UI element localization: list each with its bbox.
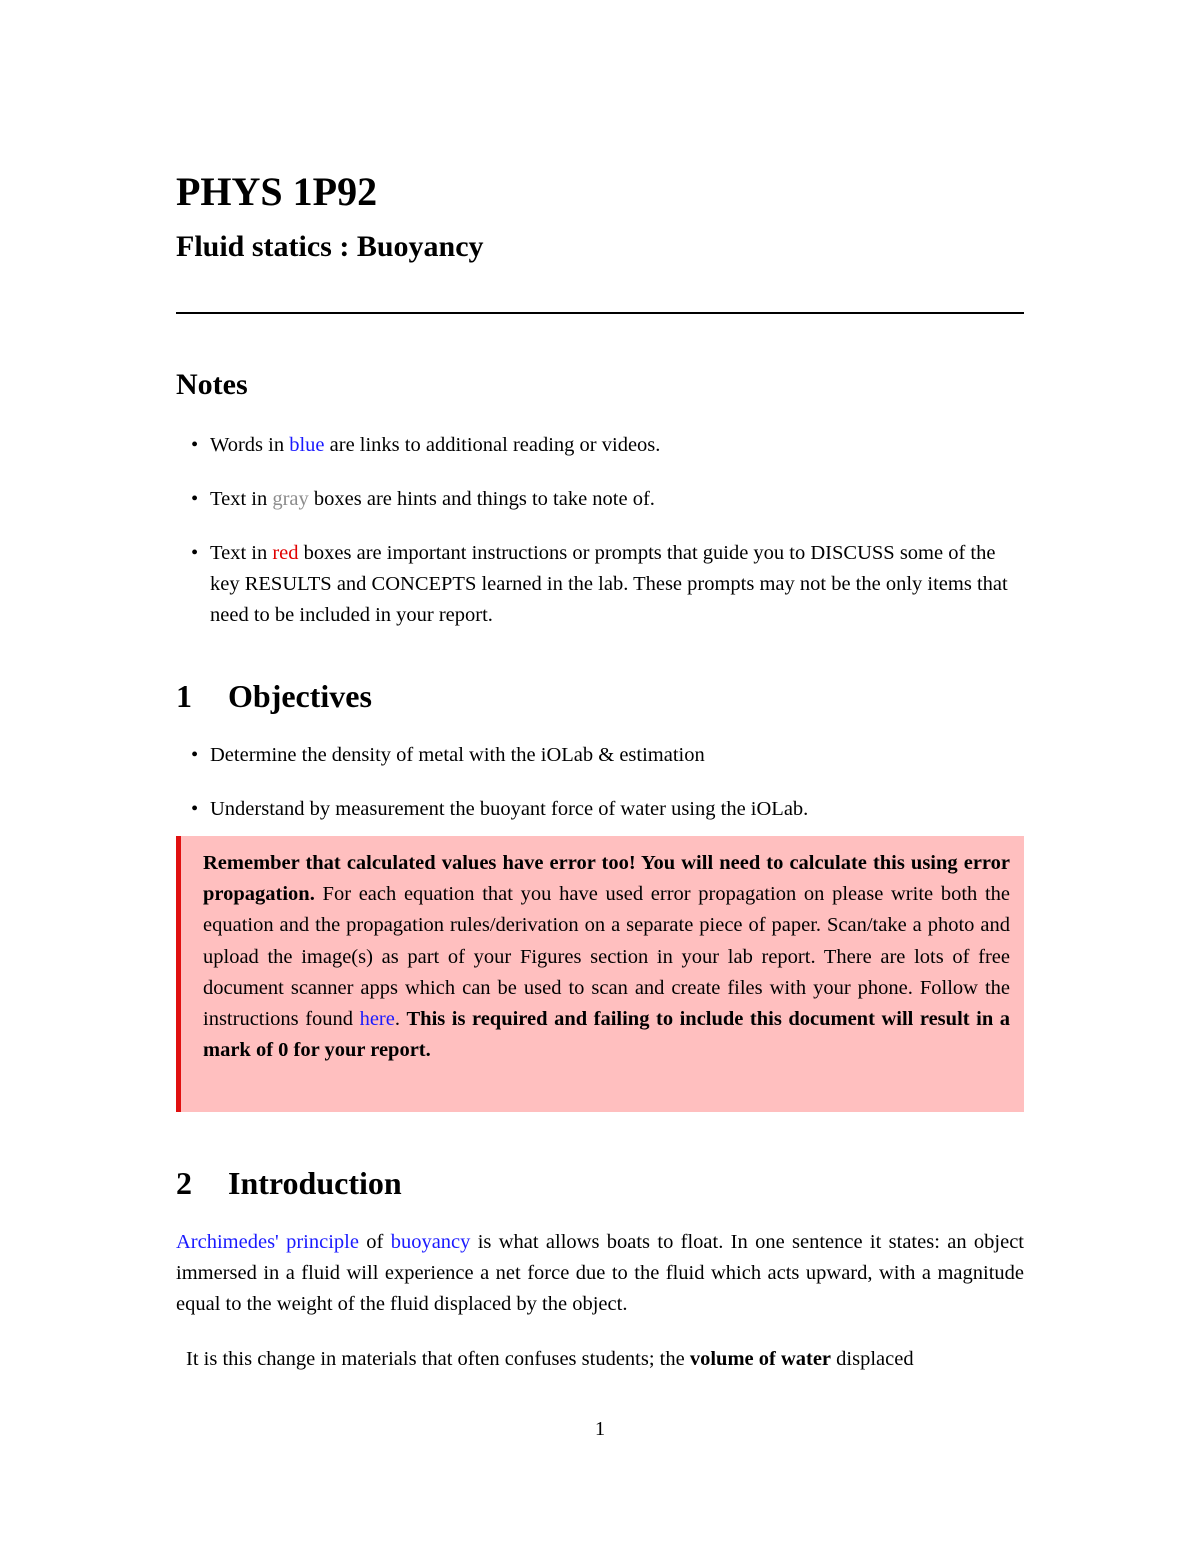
reminder-text: Remember that calculated values have error too! You will need to calculate this using error propagation. For each equation that you have used error propagation on please write both the equation and the propagation rules/derivation on a separate piece of paper. Scan/take a photo and upload the image(s) as part of your Figures section in your lab report. There are lots of free document scanner apps which can be used to scan and create files with your phone. Follow the instructions found here. This is required and failing to include this document will result in a mark of 0 for your report.	[203, 852, 1010, 1062]
intro-paragraph-2: It is this change in materials that often confuses students; the volume of water displaced	[186, 1348, 914, 1370]
buoyancy-link[interactable]: buoyancy	[390, 1231, 471, 1253]
notes-heading: Notes	[176, 368, 248, 401]
gray-word: gray	[272, 488, 309, 510]
course-title: PHYS 1P92	[176, 169, 378, 214]
archimedes-principle-link[interactable]: Archimedes' principle	[176, 1231, 359, 1253]
intro-paragraph: Archimedes' principle of buoyancy is what allows boats to float. In one sentence it states: an object immersed in a fluid will experience a net force due to the fluid which acts upward, with a magnitude equal to the weight of the fluid displaced by the object.	[176, 1231, 1024, 1315]
section-number: 2	[176, 1165, 192, 1201]
list-item: • Understand by measurement the buoyant force of water using the iOLab.	[210, 794, 1024, 825]
list-item: • Text in gray boxes are hints and things to take note of.	[210, 484, 1024, 515]
section-heading-objectives	[176, 676, 372, 716]
page-number: 1	[594, 1418, 606, 1440]
list-item: • Text in red boxes are important instructions or prompts that guide you to DISCUSS some of the key RESULTS and CONCEPTS learned in the lab. These prompts may not be the only items that need to be included in your report.	[210, 538, 1024, 631]
section-title: Introduction	[228, 1165, 402, 1201]
section-number: 1	[176, 678, 192, 714]
notes-list	[210, 430, 1024, 654]
lab-subtitle: Fluid statics : Buoyancy	[176, 230, 484, 263]
section-title: Objectives	[228, 678, 372, 714]
red-word: red	[272, 542, 299, 564]
section-heading-introduction	[176, 1163, 402, 1203]
title-divider	[176, 312, 1024, 314]
list-item: • Words in blue are links to additional reading or videos.	[210, 430, 1024, 461]
objectives-list	[210, 740, 1024, 848]
list-item: • Determine the density of metal with the iOLab & estimation	[210, 740, 1024, 771]
blue-word-link[interactable]: blue	[289, 434, 325, 456]
important-instructions-box	[176, 836, 1024, 1112]
instructions-link[interactable]: here	[359, 1008, 395, 1031]
